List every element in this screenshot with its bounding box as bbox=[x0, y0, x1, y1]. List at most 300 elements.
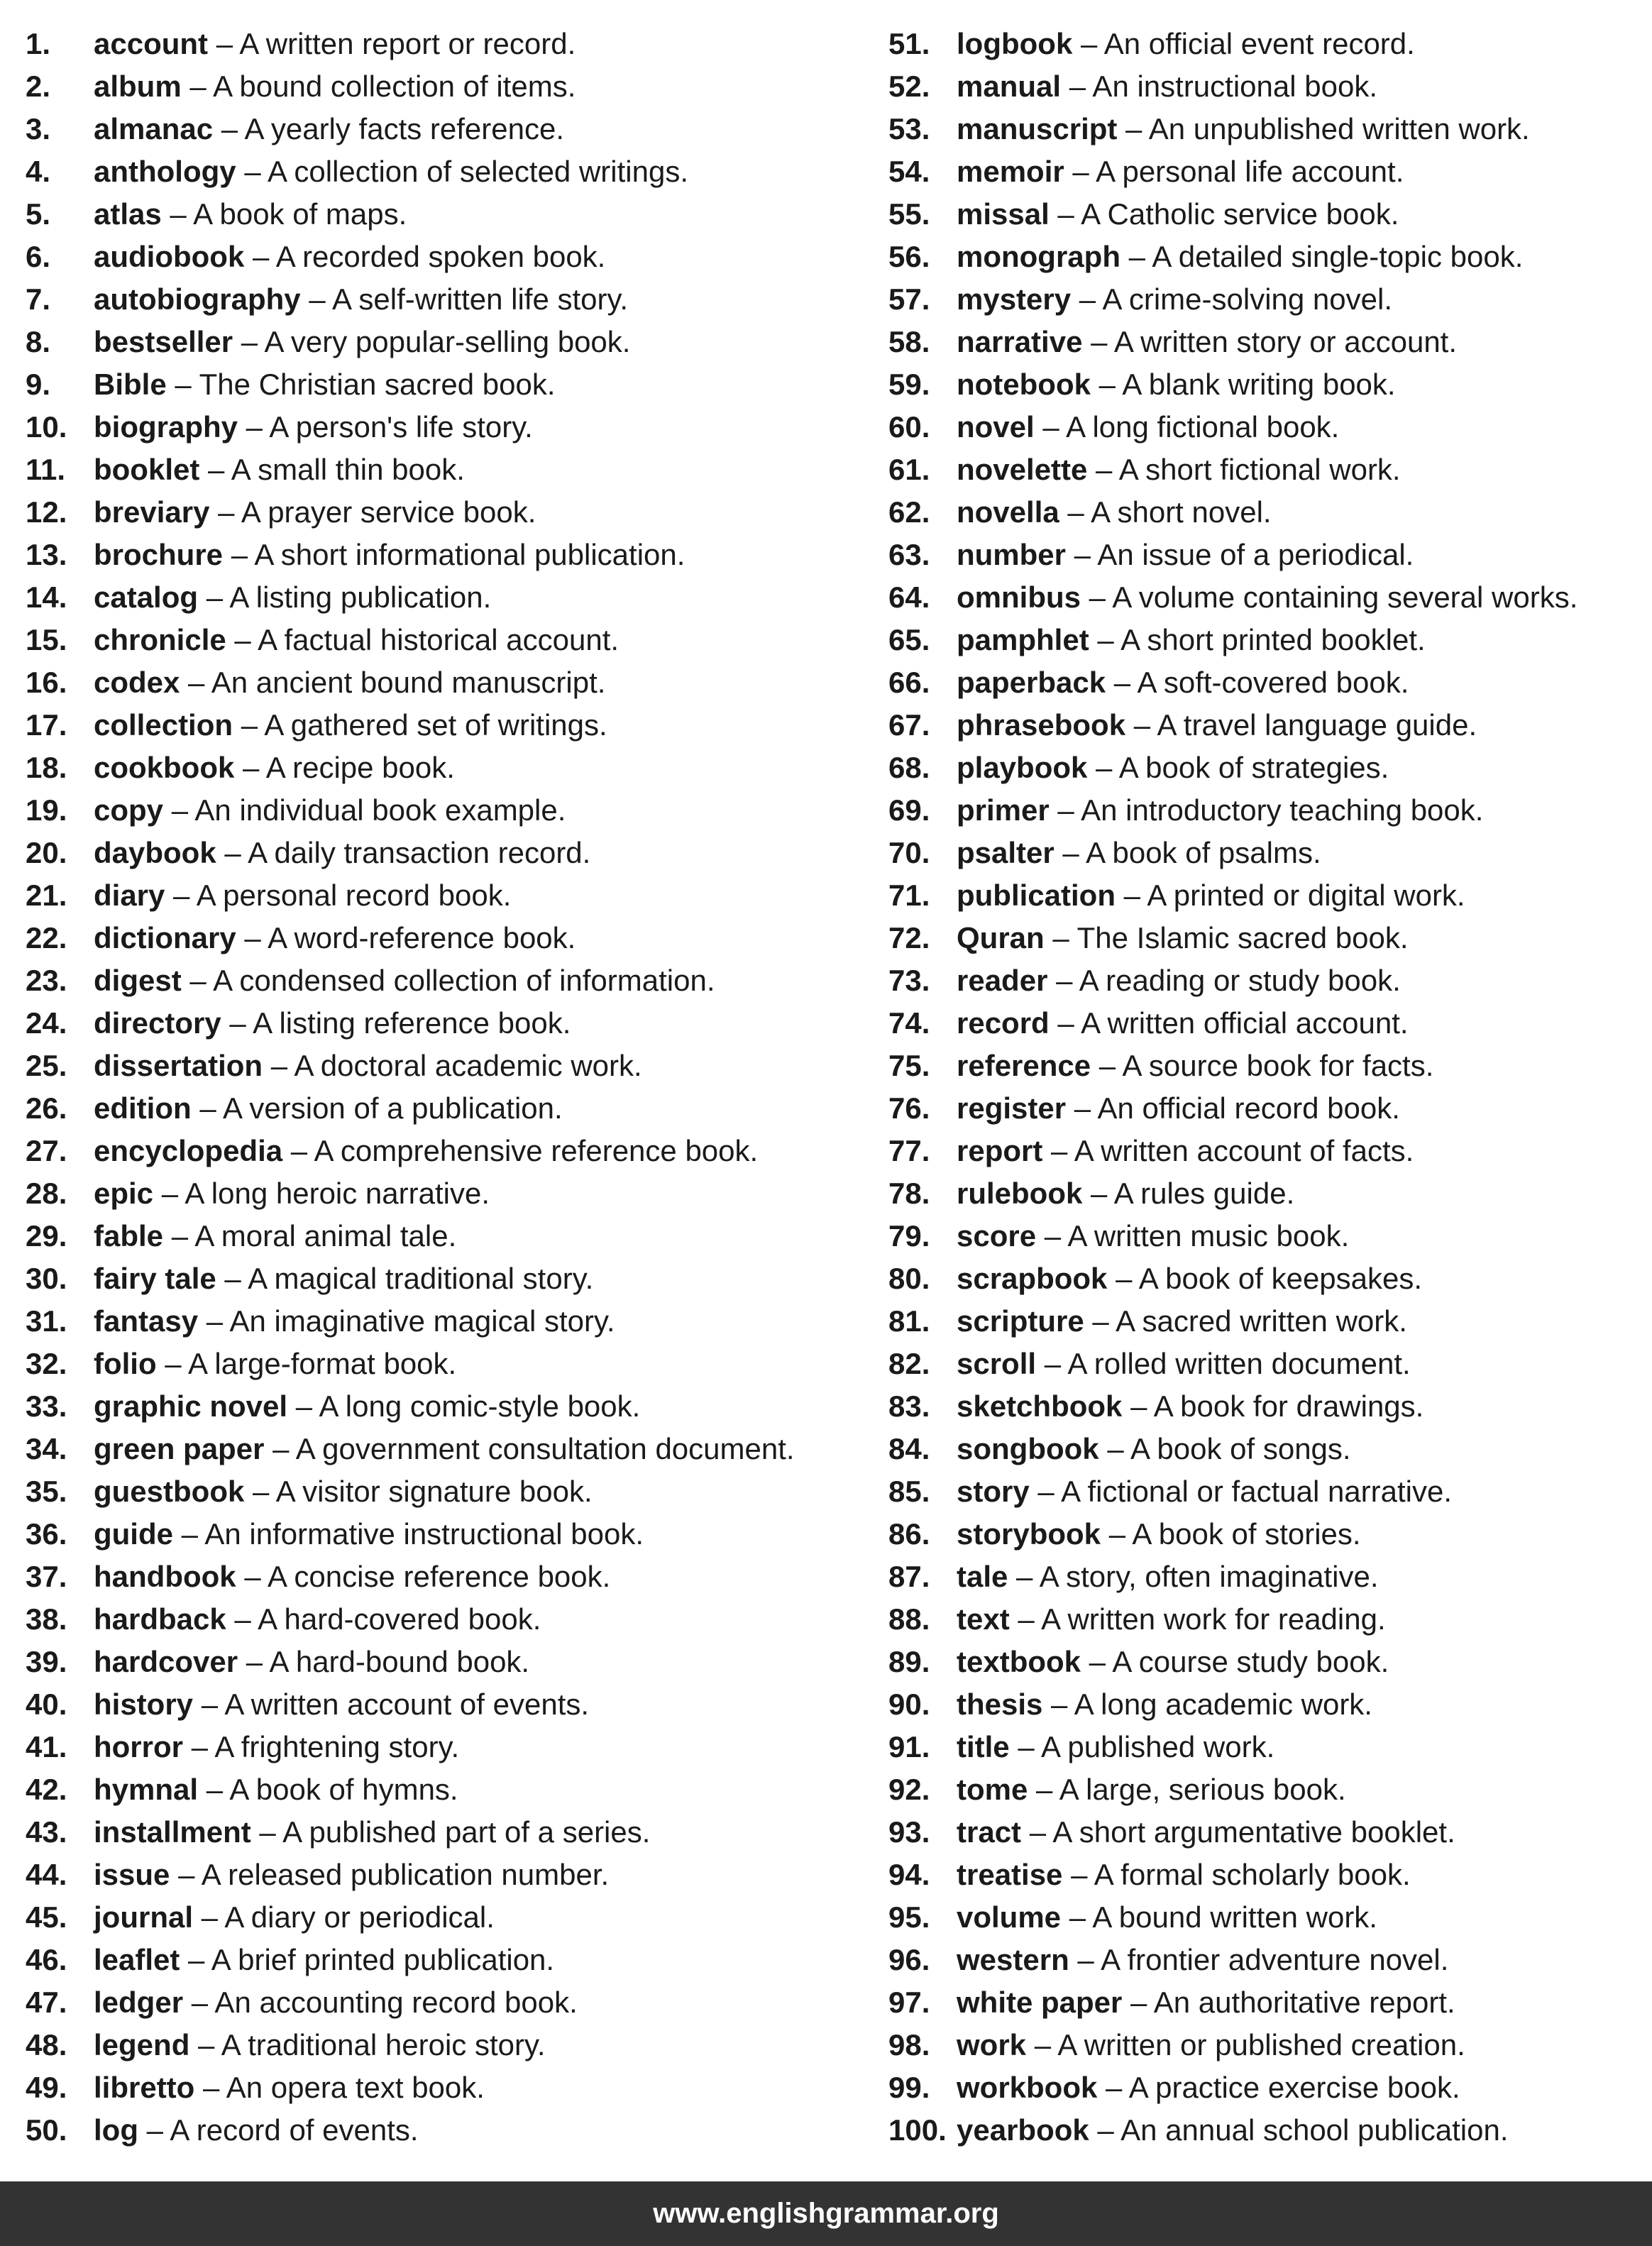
list-item bbox=[888, 619, 1652, 661]
item-definition: – A hard-bound book. bbox=[238, 1645, 530, 1678]
item-number: 34. bbox=[26, 1432, 67, 1465]
item-number: 3. bbox=[26, 112, 51, 145]
item-number: 44. bbox=[26, 1858, 67, 1891]
item-number: 84. bbox=[888, 1432, 930, 1465]
item-term: autobiography bbox=[94, 282, 301, 316]
item-definition: – A frightening story. bbox=[183, 1730, 460, 1763]
item-definition: – A traditional heroic story. bbox=[189, 2028, 546, 2061]
list-item bbox=[26, 278, 863, 321]
item-number: 56. bbox=[888, 240, 930, 273]
item-term: phrasebook bbox=[957, 708, 1126, 742]
item-definition: – An introductory teaching book. bbox=[1049, 793, 1484, 827]
list-item bbox=[888, 832, 1652, 874]
list-item bbox=[26, 534, 863, 576]
item-definition: – A long comic-style book. bbox=[287, 1389, 641, 1423]
item-term: memoir bbox=[957, 155, 1064, 188]
list-item bbox=[888, 1002, 1652, 1045]
item-number: 27. bbox=[26, 1134, 67, 1167]
list-item bbox=[26, 1556, 863, 1598]
list-item bbox=[26, 1343, 863, 1385]
item-term: record bbox=[957, 1006, 1050, 1040]
item-definition: – A Catholic service book. bbox=[1049, 197, 1399, 231]
item-term: report bbox=[957, 1134, 1043, 1167]
list-item bbox=[26, 1172, 863, 1215]
item-definition: – A recorded spoken book. bbox=[244, 240, 606, 273]
item-definition: – A personal life account. bbox=[1064, 155, 1404, 188]
item-number: 57. bbox=[888, 282, 930, 316]
item-number: 91. bbox=[888, 1730, 930, 1763]
item-definition: – A crime-solving novel. bbox=[1071, 282, 1392, 316]
list-item bbox=[26, 1811, 863, 1854]
item-number: 63. bbox=[888, 538, 930, 571]
item-term: story bbox=[957, 1475, 1030, 1508]
item-number: 40. bbox=[26, 1688, 67, 1721]
item-number: 85. bbox=[888, 1475, 930, 1508]
item-term: legend bbox=[94, 2028, 190, 2061]
item-number: 61. bbox=[888, 453, 930, 486]
item-number: 96. bbox=[888, 1943, 930, 1976]
item-definition: – An opera text book. bbox=[194, 2071, 485, 2104]
item-term: handbook bbox=[94, 1560, 236, 1593]
list-item bbox=[888, 1087, 1652, 1130]
item-term: bestseller bbox=[94, 325, 233, 358]
item-number: 46. bbox=[26, 1943, 67, 1976]
item-definition: – An accounting record book. bbox=[183, 1986, 578, 2019]
item-number: 4. bbox=[26, 155, 51, 188]
item-term: publication bbox=[957, 879, 1116, 912]
item-term: notebook bbox=[957, 368, 1091, 401]
list-item bbox=[888, 236, 1652, 278]
item-term: novel bbox=[957, 410, 1035, 444]
item-definition: – A written or published creation. bbox=[1026, 2028, 1465, 2061]
item-term: primer bbox=[957, 793, 1050, 827]
item-definition: – A self-written life story. bbox=[300, 282, 629, 316]
item-number: 49. bbox=[26, 2071, 67, 2104]
item-term: work bbox=[957, 2028, 1027, 2061]
list-item bbox=[888, 65, 1652, 108]
item-definition: – A magical traditional story. bbox=[216, 1262, 594, 1295]
item-term: atlas bbox=[94, 197, 162, 231]
list-item bbox=[26, 1939, 863, 1981]
list-item bbox=[888, 1981, 1652, 2024]
item-definition: – An instructional book. bbox=[1061, 70, 1377, 103]
item-term: psalter bbox=[957, 836, 1054, 869]
item-term: anthology bbox=[94, 155, 236, 188]
list-item bbox=[26, 1428, 863, 1470]
list-item bbox=[26, 917, 863, 959]
item-definition: – A short argumentative booklet. bbox=[1021, 1815, 1455, 1849]
list-item bbox=[26, 1981, 863, 2024]
item-definition: – A reading or study book. bbox=[1047, 964, 1401, 997]
list-item bbox=[888, 1768, 1652, 1811]
item-definition: – An unpublished written work. bbox=[1117, 112, 1530, 145]
list-item bbox=[888, 23, 1652, 65]
item-number: 80. bbox=[888, 1262, 930, 1295]
item-number: 83. bbox=[888, 1389, 930, 1423]
item-definition: – A course study book. bbox=[1081, 1645, 1389, 1678]
list-item bbox=[26, 65, 863, 108]
item-term: hymnal bbox=[94, 1773, 199, 1806]
list-item bbox=[888, 1896, 1652, 1939]
list-item bbox=[26, 406, 863, 448]
list-item bbox=[888, 959, 1652, 1002]
item-definition: – A listing publication. bbox=[198, 580, 492, 614]
item-definition: – A doctoral academic work. bbox=[263, 1049, 642, 1082]
item-number: 23. bbox=[26, 964, 67, 997]
list-item bbox=[26, 1215, 863, 1257]
item-number: 15. bbox=[26, 623, 67, 656]
item-definition: – A condensed collection of information. bbox=[181, 964, 715, 997]
item-number: 30. bbox=[26, 1262, 67, 1295]
item-term: copy bbox=[94, 793, 164, 827]
item-definition: – A written story or account. bbox=[1082, 325, 1458, 358]
item-definition: – A visitor signature book. bbox=[244, 1475, 593, 1508]
item-number: 92. bbox=[888, 1773, 930, 1806]
item-definition: – A blank writing book. bbox=[1090, 368, 1396, 401]
item-term: volume bbox=[957, 1900, 1062, 1934]
item-term: directory bbox=[94, 1006, 221, 1040]
item-number: 72. bbox=[888, 921, 930, 954]
list-item bbox=[888, 321, 1652, 363]
item-number: 53. bbox=[888, 112, 930, 145]
list-item bbox=[888, 1556, 1652, 1598]
item-term: scrapbook bbox=[957, 1262, 1108, 1295]
item-number: 29. bbox=[26, 1219, 67, 1253]
item-definition: – A written work for reading. bbox=[1009, 1602, 1386, 1636]
item-definition: – A short novel. bbox=[1059, 495, 1272, 529]
item-definition: – A book of maps. bbox=[161, 197, 407, 231]
item-number: 19. bbox=[26, 793, 67, 827]
item-definition: – A recipe book. bbox=[234, 751, 455, 784]
item-definition: – A concise reference book. bbox=[236, 1560, 611, 1593]
item-definition: – A book of songs. bbox=[1098, 1432, 1351, 1465]
list-item bbox=[26, 1300, 863, 1343]
item-number: 67. bbox=[888, 708, 930, 742]
item-definition: – A diary or periodical. bbox=[193, 1900, 495, 1934]
item-number: 52. bbox=[888, 70, 930, 103]
item-number: 7. bbox=[26, 282, 51, 316]
item-number: 28. bbox=[26, 1177, 67, 1210]
list-item bbox=[888, 747, 1652, 789]
item-definition: – A written music book. bbox=[1036, 1219, 1350, 1253]
item-term: codex bbox=[94, 666, 180, 699]
list-item bbox=[888, 1257, 1652, 1300]
list-item bbox=[26, 2024, 863, 2066]
list-item bbox=[888, 2024, 1652, 2066]
item-term: manual bbox=[957, 70, 1062, 103]
item-number: 90. bbox=[888, 1688, 930, 1721]
list-item bbox=[888, 1385, 1652, 1428]
list-item bbox=[26, 1513, 863, 1556]
item-term: mystery bbox=[957, 282, 1072, 316]
list-item bbox=[888, 1130, 1652, 1172]
item-definition: – A government consultation document. bbox=[264, 1432, 795, 1465]
list-item bbox=[26, 619, 863, 661]
item-definition: – A comprehensive reference book. bbox=[282, 1134, 759, 1167]
list-item bbox=[26, 363, 863, 406]
item-number: 1. bbox=[26, 27, 51, 60]
list-item bbox=[26, 1726, 863, 1768]
item-term: storybook bbox=[957, 1517, 1101, 1551]
item-definition: – A large-format book. bbox=[156, 1347, 457, 1380]
list-item bbox=[26, 789, 863, 832]
list-item bbox=[888, 448, 1652, 491]
item-term: register bbox=[957, 1091, 1067, 1125]
item-term: guestbook bbox=[94, 1475, 245, 1508]
item-term: brochure bbox=[94, 538, 224, 571]
list-item bbox=[26, 1683, 863, 1726]
item-number: 68. bbox=[888, 751, 930, 784]
item-definition: – An official record book. bbox=[1066, 1091, 1400, 1125]
item-term: novelette bbox=[957, 453, 1088, 486]
item-definition: – A record of events. bbox=[138, 2113, 419, 2147]
item-number: 10. bbox=[26, 410, 67, 444]
item-term: issue bbox=[94, 1858, 170, 1891]
item-term: tale bbox=[957, 1560, 1008, 1593]
item-definition: – An imaginative magical story. bbox=[198, 1304, 615, 1338]
item-number: 87. bbox=[888, 1560, 930, 1593]
item-term: catalog bbox=[94, 580, 199, 614]
item-definition: – A published part of a series. bbox=[250, 1815, 651, 1849]
list-item bbox=[888, 1470, 1652, 1513]
item-definition: – A book of keepsakes. bbox=[1107, 1262, 1423, 1295]
item-definition: – An informative instructional book. bbox=[173, 1517, 644, 1551]
list-item bbox=[26, 1470, 863, 1513]
item-number: 6. bbox=[26, 240, 51, 273]
word-list bbox=[0, 23, 1652, 2145]
item-term: audiobook bbox=[94, 240, 245, 273]
item-number: 35. bbox=[26, 1475, 67, 1508]
item-term: dissertation bbox=[94, 1049, 263, 1082]
item-term: reader bbox=[957, 964, 1048, 997]
item-term: yearbook bbox=[957, 2113, 1089, 2147]
item-number: 20. bbox=[26, 836, 67, 869]
list-item bbox=[26, 23, 863, 65]
item-term: score bbox=[957, 1219, 1037, 1253]
item-term: tract bbox=[957, 1815, 1022, 1849]
item-number: 13. bbox=[26, 538, 67, 571]
item-definition: – A written official account. bbox=[1049, 1006, 1409, 1040]
footer-bar bbox=[0, 2181, 1652, 2246]
list-item bbox=[26, 747, 863, 789]
item-term: omnibus bbox=[957, 580, 1081, 614]
item-definition: – A written report or record. bbox=[208, 27, 576, 60]
item-term: chronicle bbox=[94, 623, 226, 656]
list-item bbox=[26, 1002, 863, 1045]
list-item bbox=[26, 193, 863, 236]
list-item bbox=[26, 874, 863, 917]
item-term: daybook bbox=[94, 836, 216, 869]
list-item bbox=[26, 1641, 863, 1683]
item-definition: – A travel language guide. bbox=[1125, 708, 1477, 742]
list-item bbox=[888, 2109, 1652, 2152]
footer-website-link[interactable]: www.englishgrammar.org bbox=[653, 2198, 999, 2229]
item-definition: – A released publication number. bbox=[170, 1858, 610, 1891]
list-item bbox=[26, 1257, 863, 1300]
list-item bbox=[26, 150, 863, 193]
item-number: 79. bbox=[888, 1219, 930, 1253]
list-item bbox=[26, 1045, 863, 1087]
list-item bbox=[888, 534, 1652, 576]
item-term: account bbox=[94, 27, 209, 60]
item-number: 77. bbox=[888, 1134, 930, 1167]
item-definition: – The Christian sacred book. bbox=[166, 368, 556, 401]
item-definition: – An authoritative report. bbox=[1122, 1986, 1455, 2019]
item-definition: – A moral animal tale. bbox=[163, 1219, 457, 1253]
list-item bbox=[26, 2109, 863, 2152]
item-number: 31. bbox=[26, 1304, 67, 1338]
item-number: 59. bbox=[888, 368, 930, 401]
item-definition: – A yearly facts reference. bbox=[213, 112, 565, 145]
item-definition: – A book for drawings. bbox=[1122, 1389, 1424, 1423]
list-item bbox=[888, 193, 1652, 236]
list-item bbox=[888, 1215, 1652, 1257]
list-item bbox=[26, 1768, 863, 1811]
list-item bbox=[26, 491, 863, 534]
list-item bbox=[888, 406, 1652, 448]
item-term: playbook bbox=[957, 751, 1088, 784]
item-definition: – A word-reference book. bbox=[236, 921, 576, 954]
list-item bbox=[888, 278, 1652, 321]
item-number: 97. bbox=[888, 1986, 930, 2019]
item-definition: – A source book for facts. bbox=[1091, 1049, 1434, 1082]
list-item bbox=[888, 1726, 1652, 1768]
item-number: 12. bbox=[26, 495, 67, 529]
item-number: 71. bbox=[888, 879, 930, 912]
item-definition: – A prayer service book. bbox=[209, 495, 536, 529]
list-item bbox=[888, 1300, 1652, 1343]
item-definition: – A daily transaction record. bbox=[216, 836, 591, 869]
item-number: 37. bbox=[26, 1560, 67, 1593]
item-number: 99. bbox=[888, 2071, 930, 2104]
list-item bbox=[26, 2066, 863, 2109]
list-item bbox=[26, 1854, 863, 1896]
item-term: collection bbox=[94, 708, 233, 742]
list-item bbox=[888, 1598, 1652, 1641]
item-definition: – A long fictional book. bbox=[1034, 410, 1340, 444]
item-definition: – A written account of facts. bbox=[1042, 1134, 1414, 1167]
item-term: Quran bbox=[957, 921, 1045, 954]
list-item bbox=[888, 363, 1652, 406]
item-number: 58. bbox=[888, 325, 930, 358]
item-number: 47. bbox=[26, 1986, 67, 2019]
item-number: 73. bbox=[888, 964, 930, 997]
item-definition: – A volume containing several works. bbox=[1081, 580, 1578, 614]
item-term: missal bbox=[957, 197, 1050, 231]
item-number: 21. bbox=[26, 879, 67, 912]
list-item bbox=[888, 1343, 1652, 1385]
item-term: rulebook bbox=[957, 1177, 1083, 1210]
item-term: reference bbox=[957, 1049, 1091, 1082]
item-number: 82. bbox=[888, 1347, 930, 1380]
item-number: 43. bbox=[26, 1815, 67, 1849]
list-item bbox=[26, 1896, 863, 1939]
item-definition: – A collection of selected writings. bbox=[236, 155, 688, 188]
item-definition: – A book of stories. bbox=[1101, 1517, 1361, 1551]
item-term: horror bbox=[94, 1730, 183, 1763]
item-definition: – A frontier adventure novel. bbox=[1069, 1943, 1449, 1976]
item-number: 95. bbox=[888, 1900, 930, 1934]
item-term: ledger bbox=[94, 1986, 184, 2019]
item-definition: – A soft-covered book. bbox=[1106, 666, 1409, 699]
item-term: graphic novel bbox=[94, 1389, 288, 1423]
item-term: manuscript bbox=[957, 112, 1118, 145]
list-item bbox=[26, 236, 863, 278]
item-number: 62. bbox=[888, 495, 930, 529]
item-term: treatise bbox=[957, 1858, 1063, 1891]
item-definition: – An issue of a periodical. bbox=[1066, 538, 1414, 571]
item-definition: – A sacred written work. bbox=[1084, 1304, 1407, 1338]
item-definition: – A formal scholarly book. bbox=[1062, 1858, 1411, 1891]
item-term: green paper bbox=[94, 1432, 265, 1465]
item-term: biography bbox=[94, 410, 238, 444]
item-term: fantasy bbox=[94, 1304, 199, 1338]
list-item bbox=[888, 2066, 1652, 2109]
item-definition: – A small thin book. bbox=[199, 453, 465, 486]
item-number: 9. bbox=[26, 368, 51, 401]
item-term: number bbox=[957, 538, 1067, 571]
item-term: folio bbox=[94, 1347, 157, 1380]
item-term: songbook bbox=[957, 1432, 1099, 1465]
item-number: 50. bbox=[26, 2113, 67, 2147]
item-term: breviary bbox=[94, 495, 210, 529]
item-term: pamphlet bbox=[957, 623, 1089, 656]
list-item bbox=[26, 1087, 863, 1130]
item-definition: – A short fictional work. bbox=[1087, 453, 1401, 486]
item-number: 55. bbox=[888, 197, 930, 231]
item-number: 94. bbox=[888, 1858, 930, 1891]
item-term: album bbox=[94, 70, 182, 103]
item-definition: – A practice exercise book. bbox=[1097, 2071, 1460, 2104]
item-number: 36. bbox=[26, 1517, 67, 1551]
item-number: 75. bbox=[888, 1049, 930, 1082]
item-number: 48. bbox=[26, 2028, 67, 2061]
item-term: paperback bbox=[957, 666, 1106, 699]
list-item bbox=[888, 874, 1652, 917]
item-number: 81. bbox=[888, 1304, 930, 1338]
item-number: 65. bbox=[888, 623, 930, 656]
item-term: cookbook bbox=[94, 751, 235, 784]
list-item bbox=[26, 108, 863, 150]
item-term: libretto bbox=[94, 2071, 195, 2104]
list-item bbox=[888, 704, 1652, 747]
item-number: 69. bbox=[888, 793, 930, 827]
list-item bbox=[888, 1428, 1652, 1470]
item-term: logbook bbox=[957, 27, 1073, 60]
item-definition: – A large, serious book. bbox=[1028, 1773, 1346, 1806]
item-definition: – A very popular-selling book. bbox=[233, 325, 631, 358]
list-item bbox=[888, 1854, 1652, 1896]
item-number: 11. bbox=[26, 453, 66, 486]
item-number: 42. bbox=[26, 1773, 67, 1806]
item-term: edition bbox=[94, 1091, 192, 1125]
item-term: white paper bbox=[957, 1986, 1123, 2019]
list-item bbox=[888, 1811, 1652, 1854]
item-definition: – A factual historical account. bbox=[226, 623, 620, 656]
item-number: 78. bbox=[888, 1177, 930, 1210]
item-term: sketchbook bbox=[957, 1389, 1123, 1423]
item-definition: – A short informational publication. bbox=[223, 538, 685, 571]
item-number: 16. bbox=[26, 666, 67, 699]
list-item bbox=[888, 1172, 1652, 1215]
item-number: 2. bbox=[26, 70, 51, 103]
item-number: 70. bbox=[888, 836, 930, 869]
item-term: dictionary bbox=[94, 921, 236, 954]
list-item bbox=[26, 959, 863, 1002]
item-term: hardback bbox=[94, 1602, 226, 1636]
item-term: fable bbox=[94, 1219, 164, 1253]
item-definition: – A written account of events. bbox=[193, 1688, 590, 1721]
